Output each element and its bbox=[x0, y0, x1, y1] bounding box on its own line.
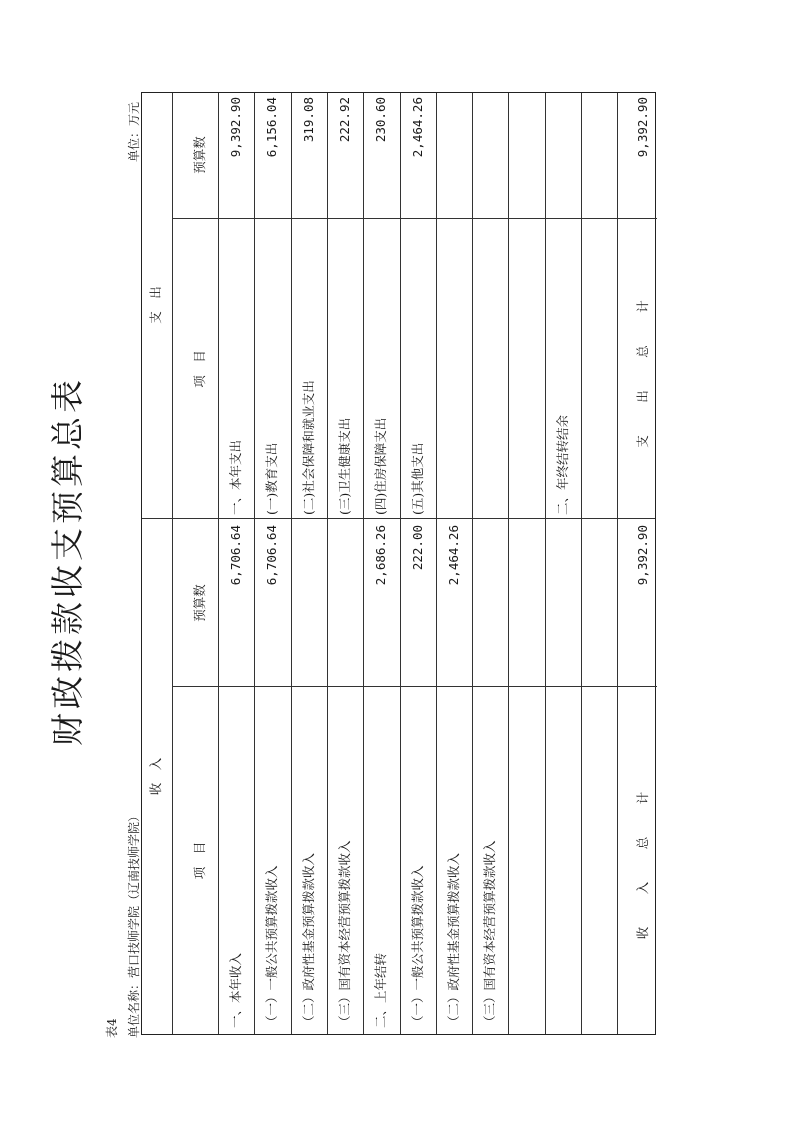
income-item: （二）政府性基金预算拨款收入 bbox=[300, 852, 316, 1028]
row-rule bbox=[508, 93, 509, 1034]
row-rule bbox=[545, 93, 546, 1034]
header-divider bbox=[172, 93, 173, 1034]
table-number: 表4 bbox=[105, 1018, 119, 1038]
expense-value: 230.60 bbox=[373, 97, 389, 143]
header-income: 收 入 bbox=[148, 757, 163, 796]
income-item: 二、上年结转 bbox=[373, 952, 389, 1028]
expense-item: 二、年终结转结余 bbox=[554, 414, 570, 515]
expense-value: 9,392.90 bbox=[228, 97, 243, 158]
income-item: （一）一般公共预算拨款收入 bbox=[264, 865, 280, 1028]
income-item: （二）政府性基金预算拨款收入 bbox=[445, 852, 461, 1028]
row-rule bbox=[617, 93, 618, 1034]
header-expense-item: 项 目 bbox=[192, 350, 207, 388]
header-income-item: 项 目 bbox=[192, 841, 207, 880]
expense-value: 222.92 bbox=[336, 97, 352, 143]
row-rule bbox=[581, 93, 582, 1034]
income-value: 222.00 bbox=[409, 525, 425, 571]
expense-item: (三)卫生健康支出 bbox=[336, 417, 352, 515]
income-total-value: 9,392.90 bbox=[635, 525, 650, 586]
income-total-label: 收 入 总 计 bbox=[635, 781, 650, 940]
income-item: （一）一般公共预算拨款收入 bbox=[409, 865, 425, 1028]
income-item: （三）国有资本经营预算拨款收入 bbox=[336, 840, 352, 1028]
unit-money: 单位：万元 bbox=[127, 101, 141, 162]
row-rule bbox=[327, 93, 328, 1034]
income-value: 6,706.64 bbox=[264, 525, 280, 586]
page-title: 财政拨款收支预算总表 bbox=[48, 376, 87, 746]
income-item: 一、本年收入 bbox=[228, 952, 243, 1028]
row-rule bbox=[472, 93, 473, 1034]
header-expense-budget: 预算数 bbox=[192, 136, 207, 174]
expense-item: (二)社会保障和就业支出 bbox=[300, 380, 316, 515]
expense-total-label: 支 出 总 计 bbox=[635, 290, 650, 448]
expense-item: 一、本年支出 bbox=[228, 439, 243, 515]
header-bottom-rule bbox=[218, 93, 219, 1034]
unit-name: 单位名称：营口技师学院（辽南技师学院） bbox=[127, 809, 141, 1038]
row-rule bbox=[291, 93, 292, 1034]
row-rule bbox=[254, 93, 255, 1034]
income-value: 6,706.64 bbox=[228, 525, 243, 586]
expense-value: 2,464.26 bbox=[409, 97, 425, 158]
expense-item: (四)住房保障支出 bbox=[373, 417, 389, 515]
expense-item: (五)其他支出 bbox=[409, 442, 425, 515]
header-expense: 支 出 bbox=[148, 286, 163, 324]
row-rule bbox=[436, 93, 437, 1034]
row-rule bbox=[363, 93, 364, 1034]
income-value: 2,464.26 bbox=[445, 525, 461, 586]
expense-value: 319.08 bbox=[300, 97, 316, 143]
budget-table bbox=[141, 92, 656, 1035]
income-expense-divider bbox=[142, 518, 655, 519]
expense-value: 6,156.04 bbox=[264, 97, 280, 158]
header-income-budget: 预算数 bbox=[192, 584, 207, 622]
expense-item: (一)教育支出 bbox=[264, 442, 280, 515]
expense-total-value: 9,392.90 bbox=[635, 97, 650, 158]
income-item: （三）国有资本经营预算拨款收入 bbox=[482, 840, 498, 1028]
income-value: 2,686.26 bbox=[373, 525, 389, 586]
row-rule bbox=[400, 93, 401, 1034]
